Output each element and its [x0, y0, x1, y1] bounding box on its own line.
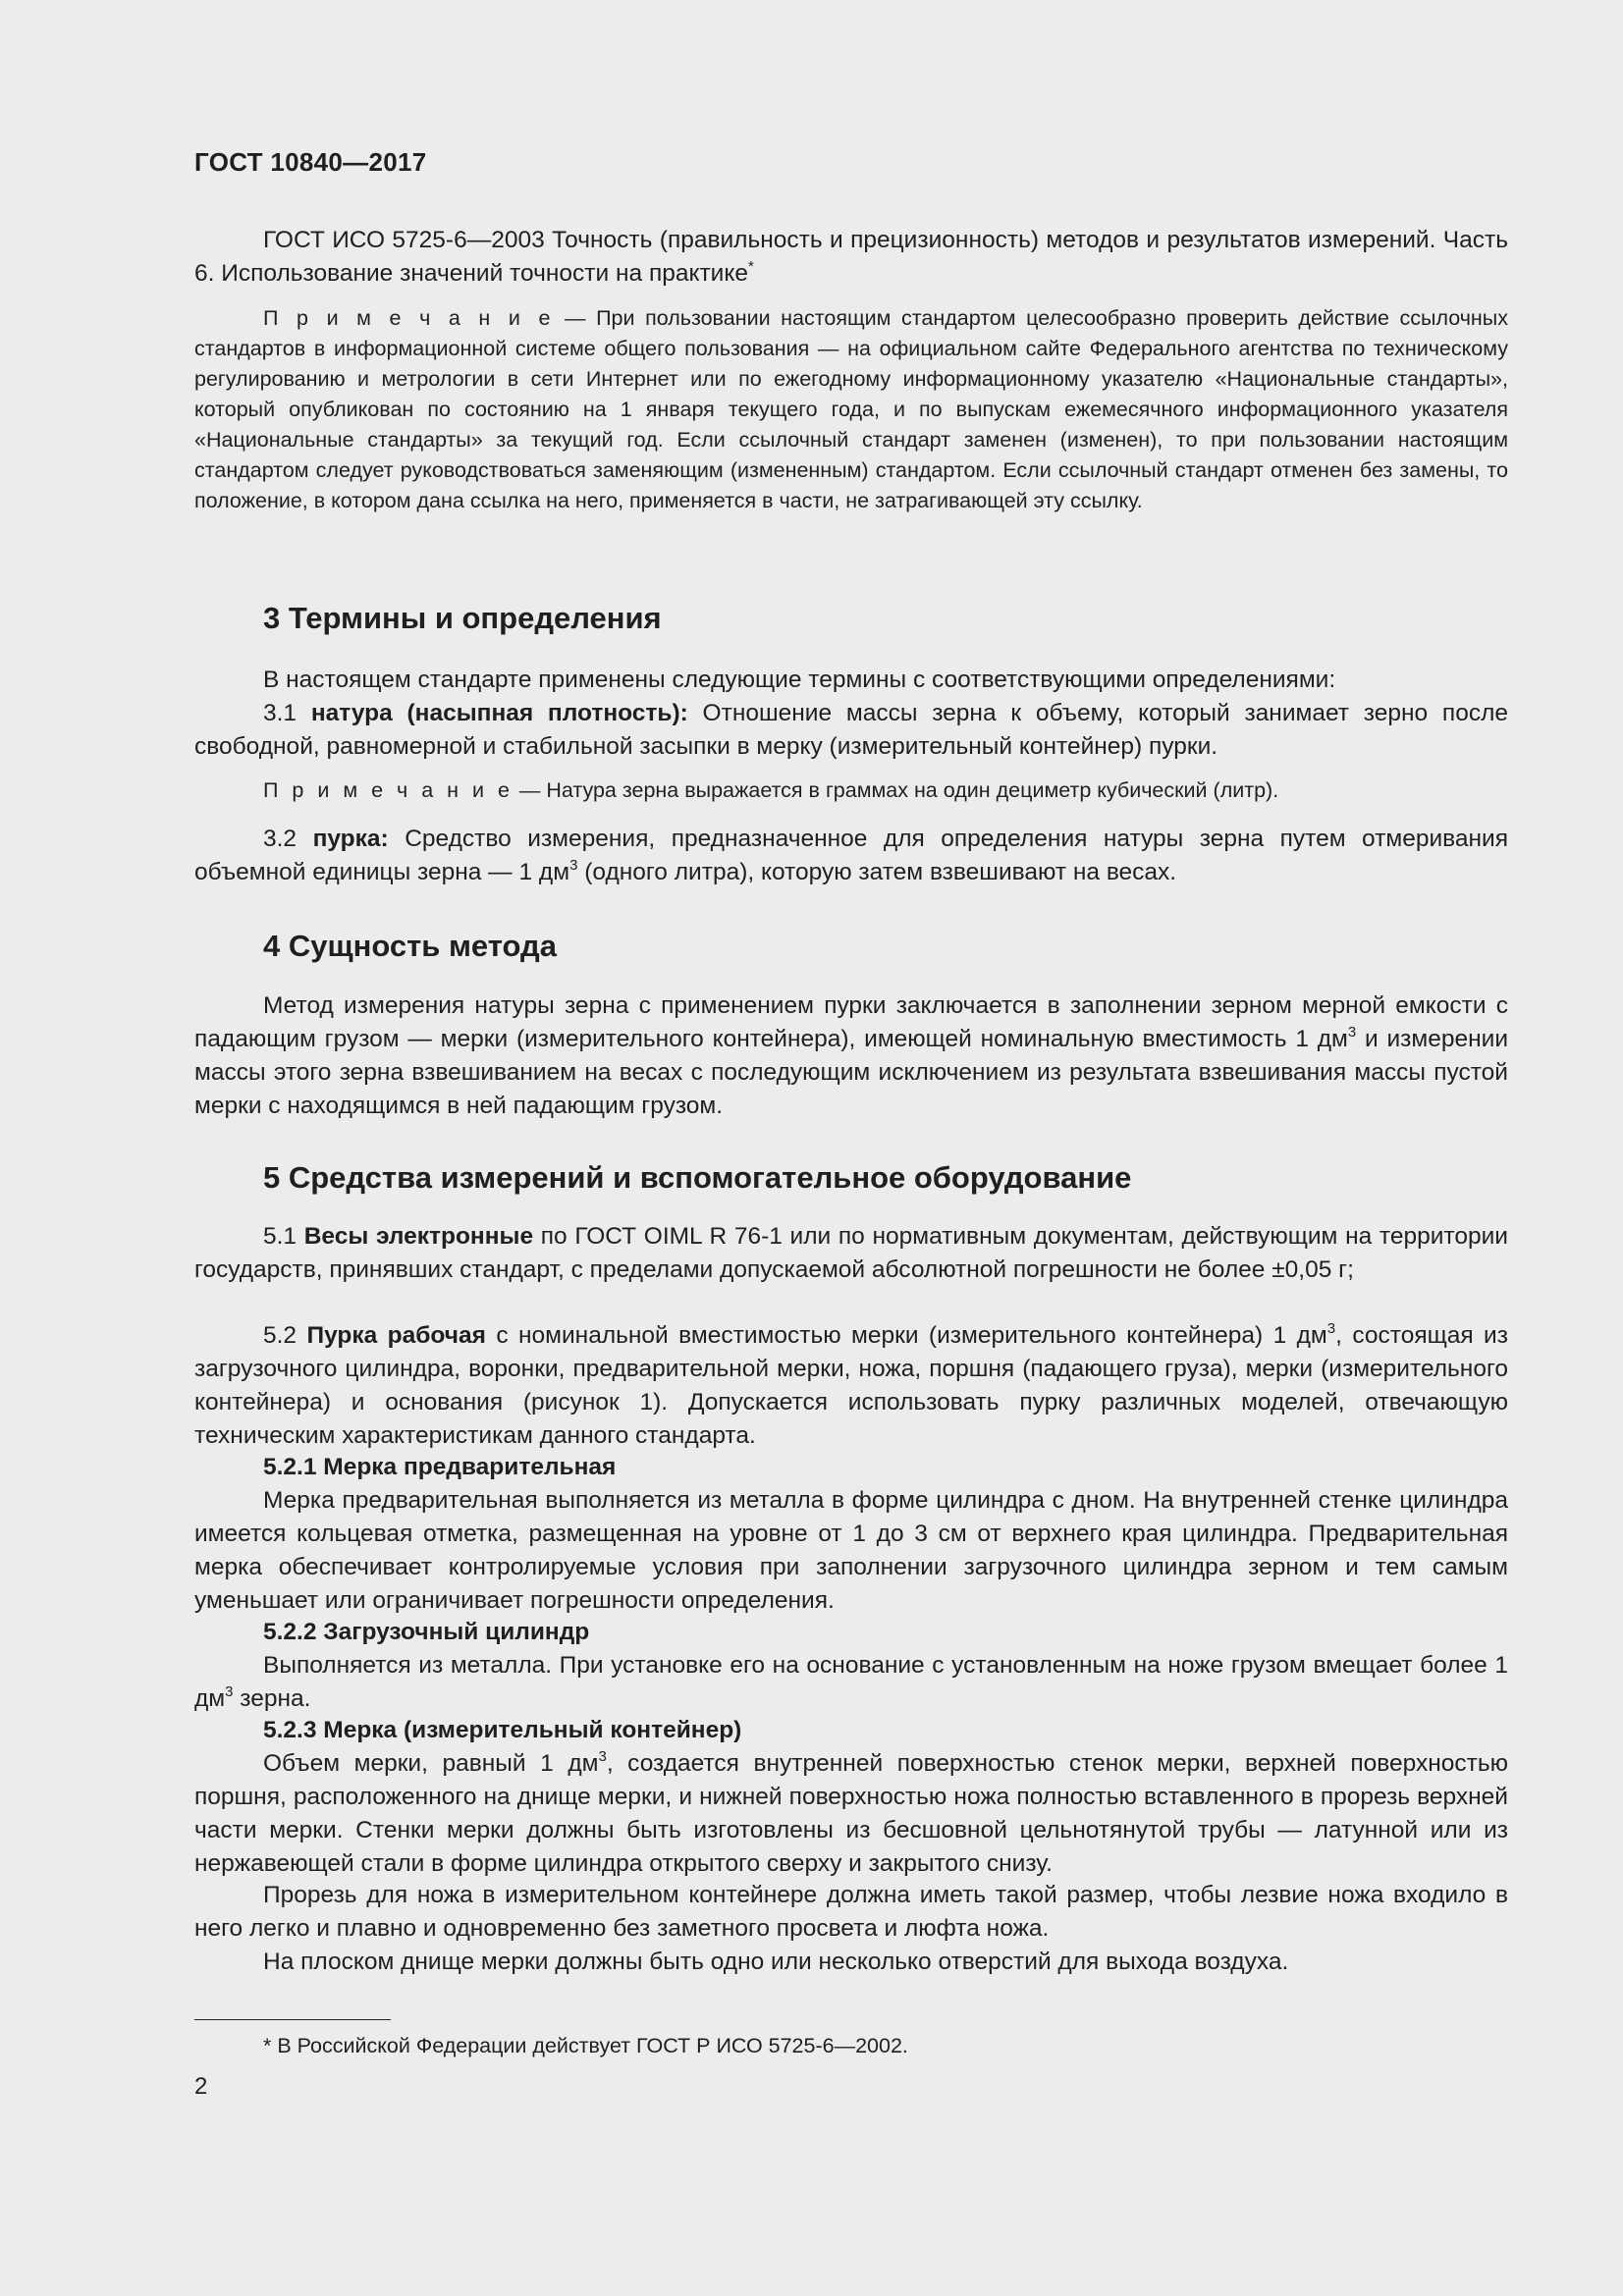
- term-3-2-number: 3.2: [263, 826, 313, 852]
- section-3-intro: В настоящем стандарте применены следующие термины с соответствующими определениями:: [263, 667, 1336, 693]
- item-5-2-3-text-1: [194, 1747, 1508, 1881]
- item-5-2-3-heading: 5.2.3 Мерка (измерительный контейнер): [263, 1717, 742, 1743]
- page-number: 2: [194, 2073, 208, 2100]
- item-5-2-2-text-start: Выполняется из металла. При установке его на основание с установленным на ноже грузом вмещает более 1 дм: [194, 1652, 1508, 1712]
- item-5-2-3-text-3: На плоском днище мерки должны быть одно или несколько отверстий для выхода воздуха.: [263, 1949, 1289, 1975]
- note-text: — При пользовании настоящим стандартом целесообразно проверить действие ссылочных стандартов в информационной системе общего пользования — на официальном сайте Федерального агентства по техническому регулированию и метрологии в сети Интернет или по ежегодному информационному указателю «Национальные стандарты», который опубликован по состоянию на 1 января текущего года, и по выпускам ежемесячного информационного указателя «Национальные стандарты» за текущий год. Если ссылочный стандарт заменен (изменен), то при пользовании настоящим стандартом следует руководствоваться заменяющим (измененным) стандартом. Если ссылочный стандарт отменен без замены, то положение, в котором дана ссылка на него, применяется в части, не затрагивающей эту ссылку.: [194, 306, 1508, 512]
- item-5-2-3-text-2: Прорезь для ножа в измерительном контейнере должна иметь такой размер, чтобы лезвие ножа входило в него легко и плавно и одновременно без заметного просвета и люфта ножа.: [194, 1882, 1508, 1942]
- footnote: * В Российской Федерации действует ГОСТ Р ИСО 5725-6—2002.: [263, 2034, 908, 2057]
- superscript: 3: [1347, 1024, 1357, 1041]
- note-label: П р и м е ч а н и е: [263, 778, 514, 802]
- item-5-2-text-end: , состоящая из загрузочного цилиндра, воронки, предварительной мерки, ножа, поршня (падающего груза), мерки (измерительного контейнера) и основания (рисунок 1). Допускается использовать пурку различных моделей, отвечающую техническим характеристикам данного стандарта.: [194, 1322, 1508, 1449]
- note-text: — Натура зерна выражается в граммах на один дециметр кубический (литр).: [513, 778, 1279, 802]
- item-5-2-1-heading: 5.2.1 Мерка предварительная: [263, 1454, 617, 1480]
- term-3-2-definition: Средство измерения, предназначенное для определения натуры зерна путем отмеривания объемной единицы зерна — 1 дм: [194, 826, 1508, 885]
- footnote-separator: [194, 2019, 391, 2020]
- note-label: П р и м е ч а н и е: [263, 306, 555, 330]
- term-3-1: [194, 697, 1508, 764]
- term-3-1-definition: Отношение массы зерна к объему, который занимает зерно после свободной, равномерной и стабильной засыпки в мерку (измерительный контейнер) пурки.: [194, 700, 1508, 760]
- footnote-marker: *: [747, 258, 754, 275]
- superscript: 3: [569, 857, 578, 874]
- superscript: 3: [598, 1748, 607, 1765]
- section-4-text-start: Метод измерения натуры зерна с применением пурки заключается в заполнении зерном мерной емкости с падающим грузом — мерки (измерительного контейнера), имеющей номинальную вместимость 1 дм: [194, 992, 1508, 1052]
- note-paragraph: [194, 303, 1508, 516]
- term-3-1-term: натура (насыпная плотность):: [310, 700, 688, 726]
- section-5-heading: 5 Средства измерений и вспомогательное оборудование: [263, 1160, 1132, 1195]
- item-5-1-text: по ГОСТ OIML R 76-1 или по нормативным документам, действующим на территории государств, принявших стандарт, с пределами допускаемой абсолютной погрешности не более ±0,05 г;: [194, 1223, 1508, 1283]
- item-5-2-3-text-1-end: , создается внутренней поверхностью стенок мерки, верхней поверхностью поршня, расположенного на днище мерки, и нижней поверхностью ножа полностью вставленного в прорезь верхней части мерки. Стенки мерки должны быть изготовлены из бесшовной цельнотянутой трубы — латунной или из нержавеющей стали в форме цилиндра открытого сверху и закрытого снизу.: [194, 1750, 1508, 1877]
- superscript: 3: [1326, 1320, 1336, 1337]
- superscript: 3: [225, 1683, 234, 1700]
- item-5-1-number: 5.1: [263, 1223, 304, 1250]
- term-3-2-definition-end: (одного литра), которую затем взвешивают на весах.: [577, 859, 1177, 885]
- item-5-2-text: с номинальной вместимостью мерки (измерительного контейнера) 1 дм: [485, 1322, 1327, 1349]
- term-3-2-term: пурка:: [312, 826, 389, 852]
- item-5-2-3-text-1-start: Объем мерки, равный 1 дм: [263, 1750, 599, 1777]
- item-5-1: [194, 1220, 1508, 1287]
- section-4-heading: 4 Сущность метода: [263, 929, 557, 963]
- reference-text: ГОСТ ИСО 5725-6—2003 Точность (правильность и прецизионность) методов и результатов измерений. Часть 6. Использование значений точности на практике: [194, 227, 1508, 287]
- page-header: ГОСТ 10840—2017: [194, 147, 427, 177]
- item-5-2-2-text-end: зерна.: [233, 1685, 311, 1712]
- item-5-2-2-heading: 5.2.2 Загрузочный цилиндр: [263, 1619, 590, 1645]
- item-5-2: [194, 1319, 1508, 1453]
- item-5-2-2-text: [194, 1649, 1508, 1716]
- term-3-1-note: [194, 775, 1508, 806]
- term-3-1-number: 3.1: [263, 700, 311, 726]
- term-3-2: [194, 823, 1508, 889]
- section-3-heading: 3 Термины и определения: [263, 601, 662, 635]
- item-5-2-term: Пурка рабочая: [306, 1322, 486, 1349]
- section-4-text-end: и измерении массы этого зерна взвешиванием на весах с последующим исключением из результата взвешивания массы пустой мерки с находящимся в ней падающим грузом.: [194, 1026, 1508, 1119]
- item-5-1-term: Весы электронные: [303, 1223, 534, 1250]
- reference-paragraph: [194, 224, 1508, 291]
- item-5-2-number: 5.2: [263, 1322, 307, 1349]
- item-5-2-1-text: Мерка предварительная выполняется из металла в форме цилиндра с дном. На внутренней стенке цилиндра имеется кольцевая отметка, размещенная на уровне от 1 до 3 см от верхнего края цилиндра. Предварительная мерка обеспечивает контролируемые условия при заполнении загрузочного цилиндра зерном и тем самым уменьшает или ограничивает погрешности определения.: [194, 1487, 1508, 1614]
- section-4-text: [194, 989, 1508, 1123]
